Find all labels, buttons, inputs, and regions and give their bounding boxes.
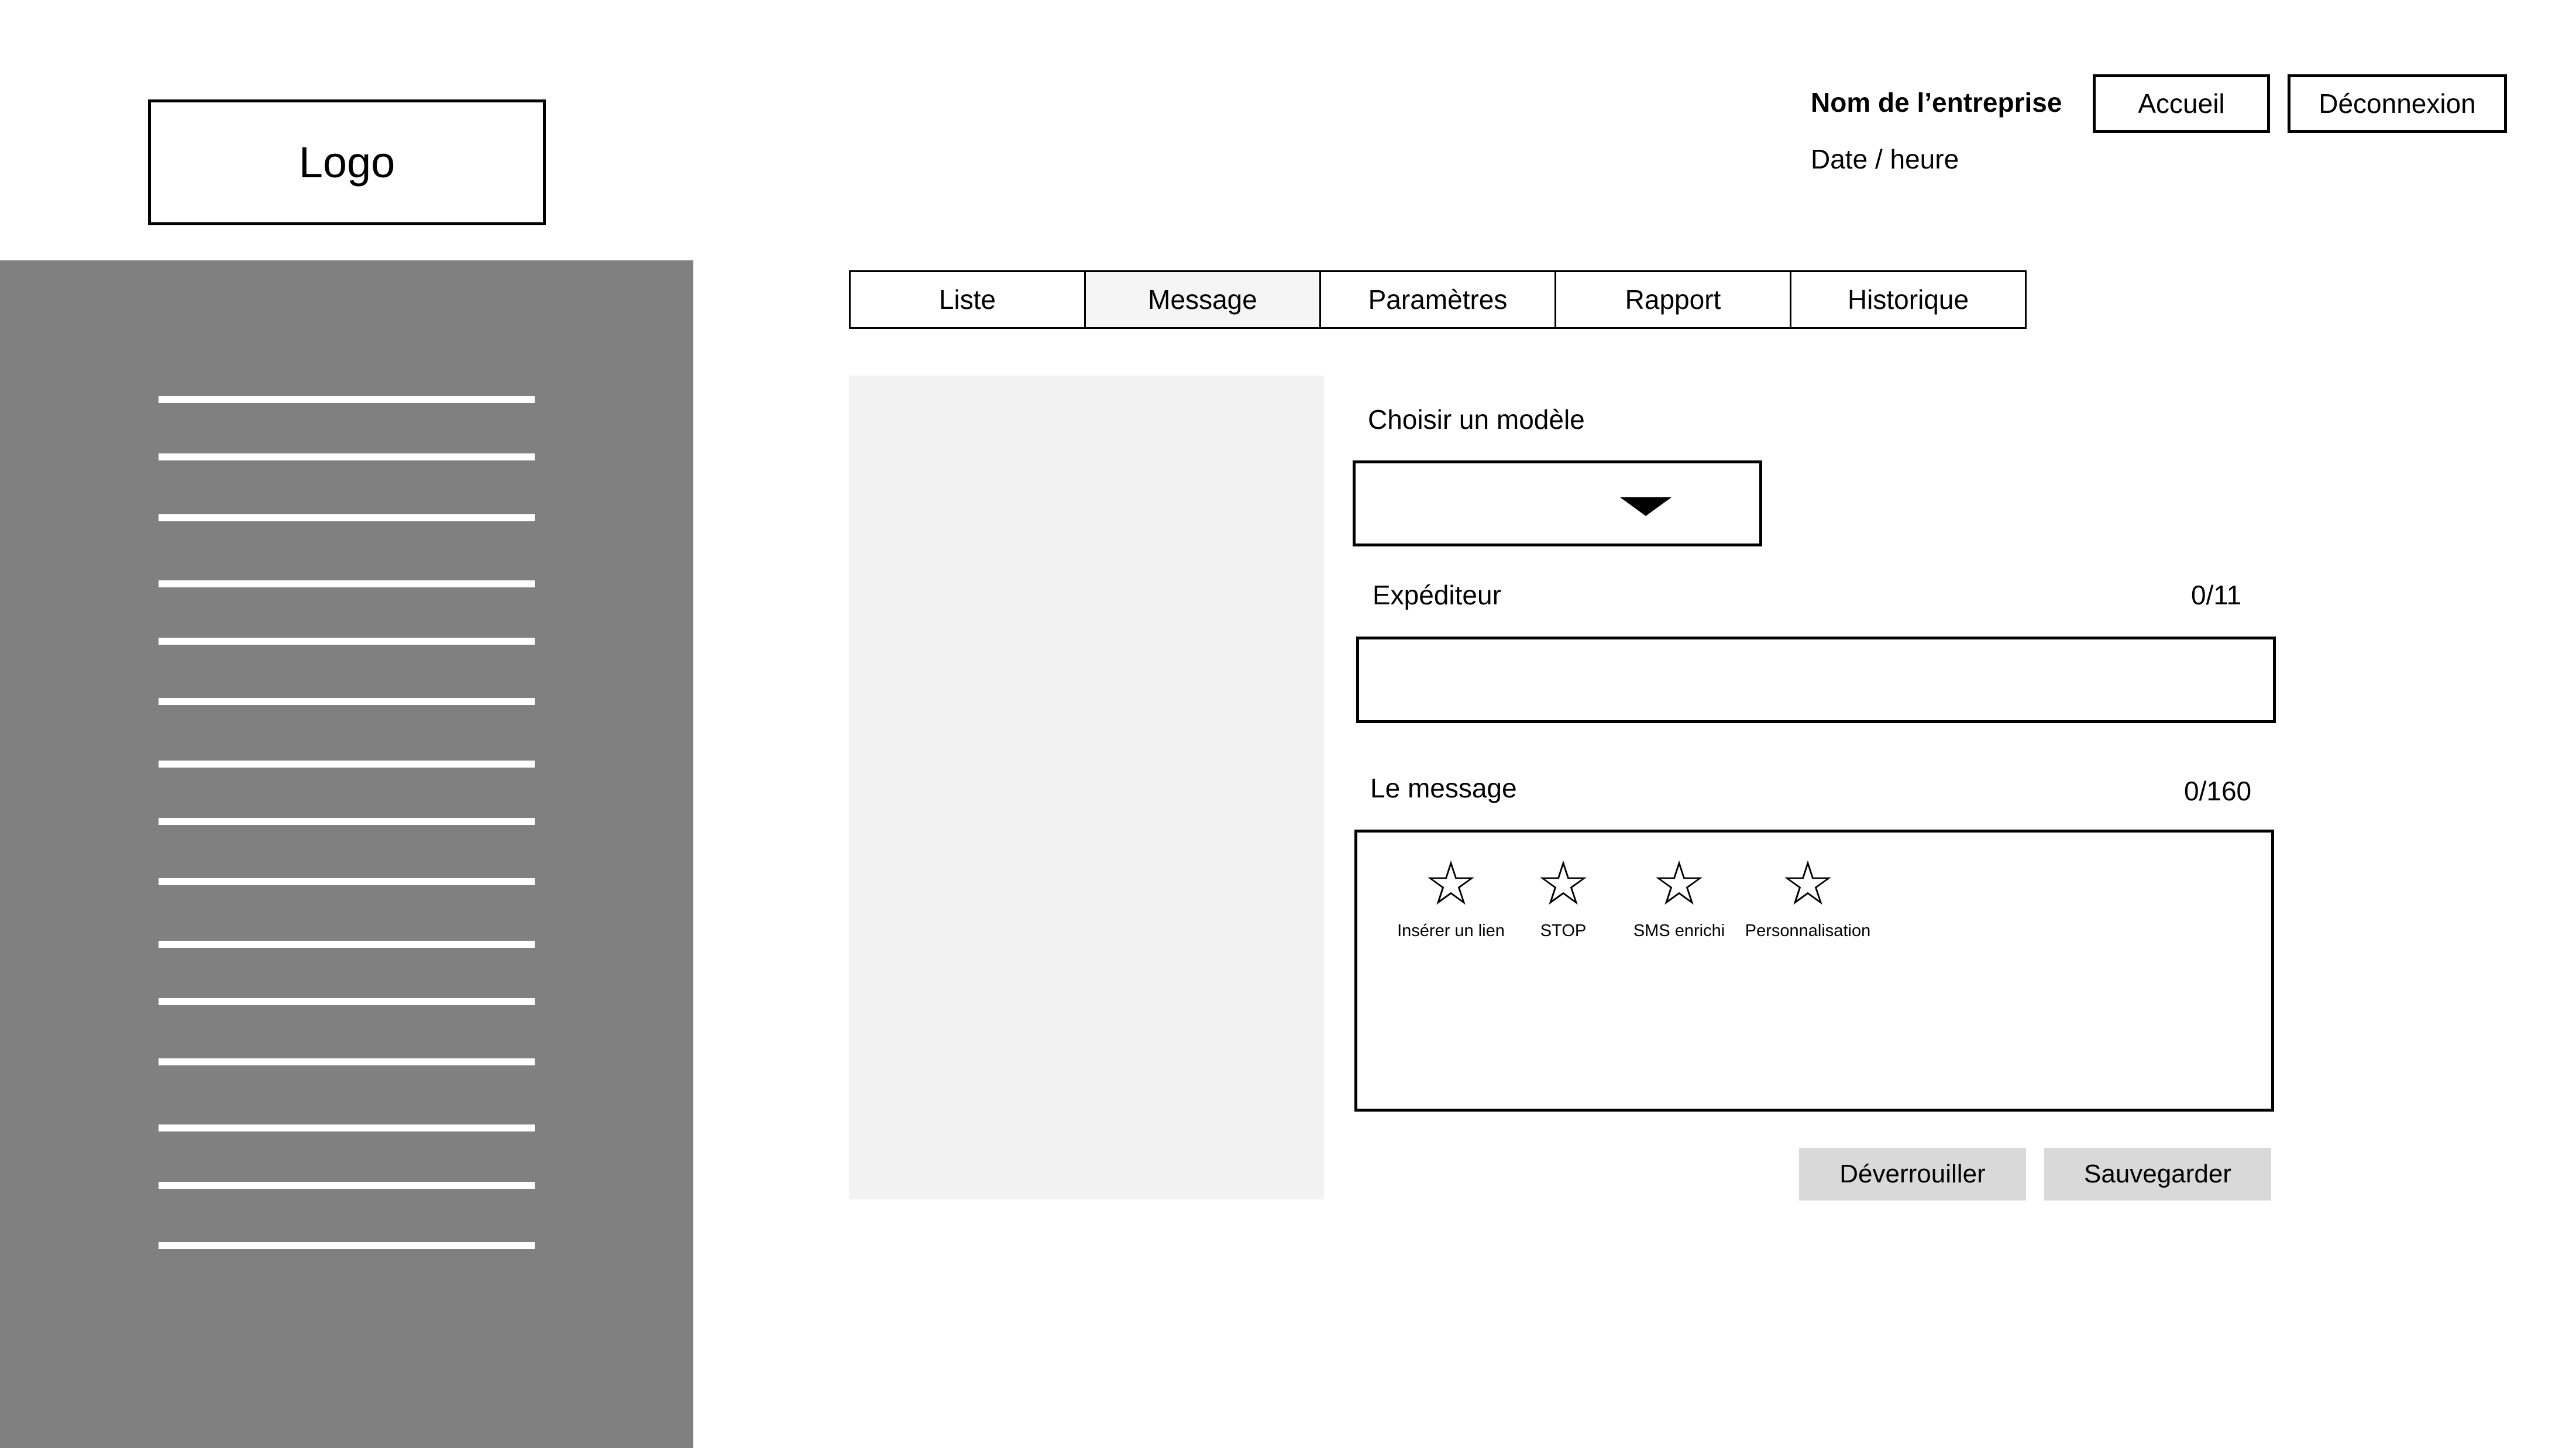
star-icon: ☆ <box>1423 848 1478 919</box>
sidebar-item-10[interactable] <box>159 941 535 948</box>
tab-historique[interactable]: Historique <box>1790 270 2027 329</box>
tab-parametres[interactable]: Paramètres <box>1319 270 1556 329</box>
sidebar-item-13[interactable] <box>159 1124 535 1131</box>
sidebar-item-3[interactable] <box>159 514 535 521</box>
personalization-tool[interactable] <box>1741 848 1875 941</box>
save-button[interactable]: Sauvegarder <box>2044 1148 2271 1201</box>
sidebar <box>0 260 693 1448</box>
company-name: Nom de l’entreprise <box>1811 87 2062 118</box>
sender-input[interactable] <box>1356 637 2276 723</box>
sidebar-item-6[interactable] <box>159 698 535 705</box>
sender-char-count: 0/11 <box>2191 580 2242 610</box>
star-icon: ☆ <box>1780 848 1835 919</box>
preview-panel <box>849 376 1324 1199</box>
sender-label: Expéditeur <box>1373 580 1501 610</box>
tool-label: STOP <box>1540 921 1587 940</box>
sidebar-item-7[interactable] <box>159 761 535 768</box>
chevron-down-icon[interactable] <box>1620 497 1672 516</box>
logout-button[interactable]: Déconnexion <box>2288 74 2507 133</box>
star-icon: ☆ <box>1652 848 1707 919</box>
logo: Logo <box>148 99 546 225</box>
tab-message[interactable]: Message <box>1084 270 1321 329</box>
unlock-button[interactable]: Déverrouiller <box>1799 1148 2026 1201</box>
tool-label: SMS enrichi <box>1633 921 1725 940</box>
home-button[interactable]: Accueil <box>2093 74 2270 133</box>
sidebar-item-12[interactable] <box>159 1058 535 1065</box>
message-label: Le message <box>1370 773 1517 803</box>
rich-sms-tool[interactable] <box>1612 848 1746 941</box>
sidebar-item-2[interactable] <box>159 453 535 460</box>
sidebar-item-14[interactable] <box>159 1182 535 1189</box>
sidebar-item-1[interactable] <box>159 396 535 403</box>
sidebar-item-11[interactable] <box>159 998 535 1005</box>
tab-bar <box>849 270 2027 329</box>
sidebar-item-15[interactable] <box>159 1242 535 1249</box>
sidebar-item-4[interactable] <box>159 580 535 587</box>
tool-label: Personnalisation <box>1745 921 1871 940</box>
model-label: Choisir un modèle <box>1368 404 1585 435</box>
tab-liste[interactable]: Liste <box>849 270 1086 329</box>
tab-rapport[interactable]: Rapport <box>1554 270 1791 329</box>
message-char-count: 0/160 <box>2184 776 2252 806</box>
date-time: Date / heure <box>1811 144 1959 174</box>
sidebar-item-8[interactable] <box>159 818 535 825</box>
tool-label: Insérer un lien <box>1397 921 1505 940</box>
star-icon: ☆ <box>1536 848 1591 919</box>
sidebar-item-5[interactable] <box>159 638 535 645</box>
model-select[interactable] <box>1353 460 1762 546</box>
sidebar-item-9[interactable] <box>159 878 535 885</box>
stop-tool[interactable] <box>1496 848 1631 941</box>
